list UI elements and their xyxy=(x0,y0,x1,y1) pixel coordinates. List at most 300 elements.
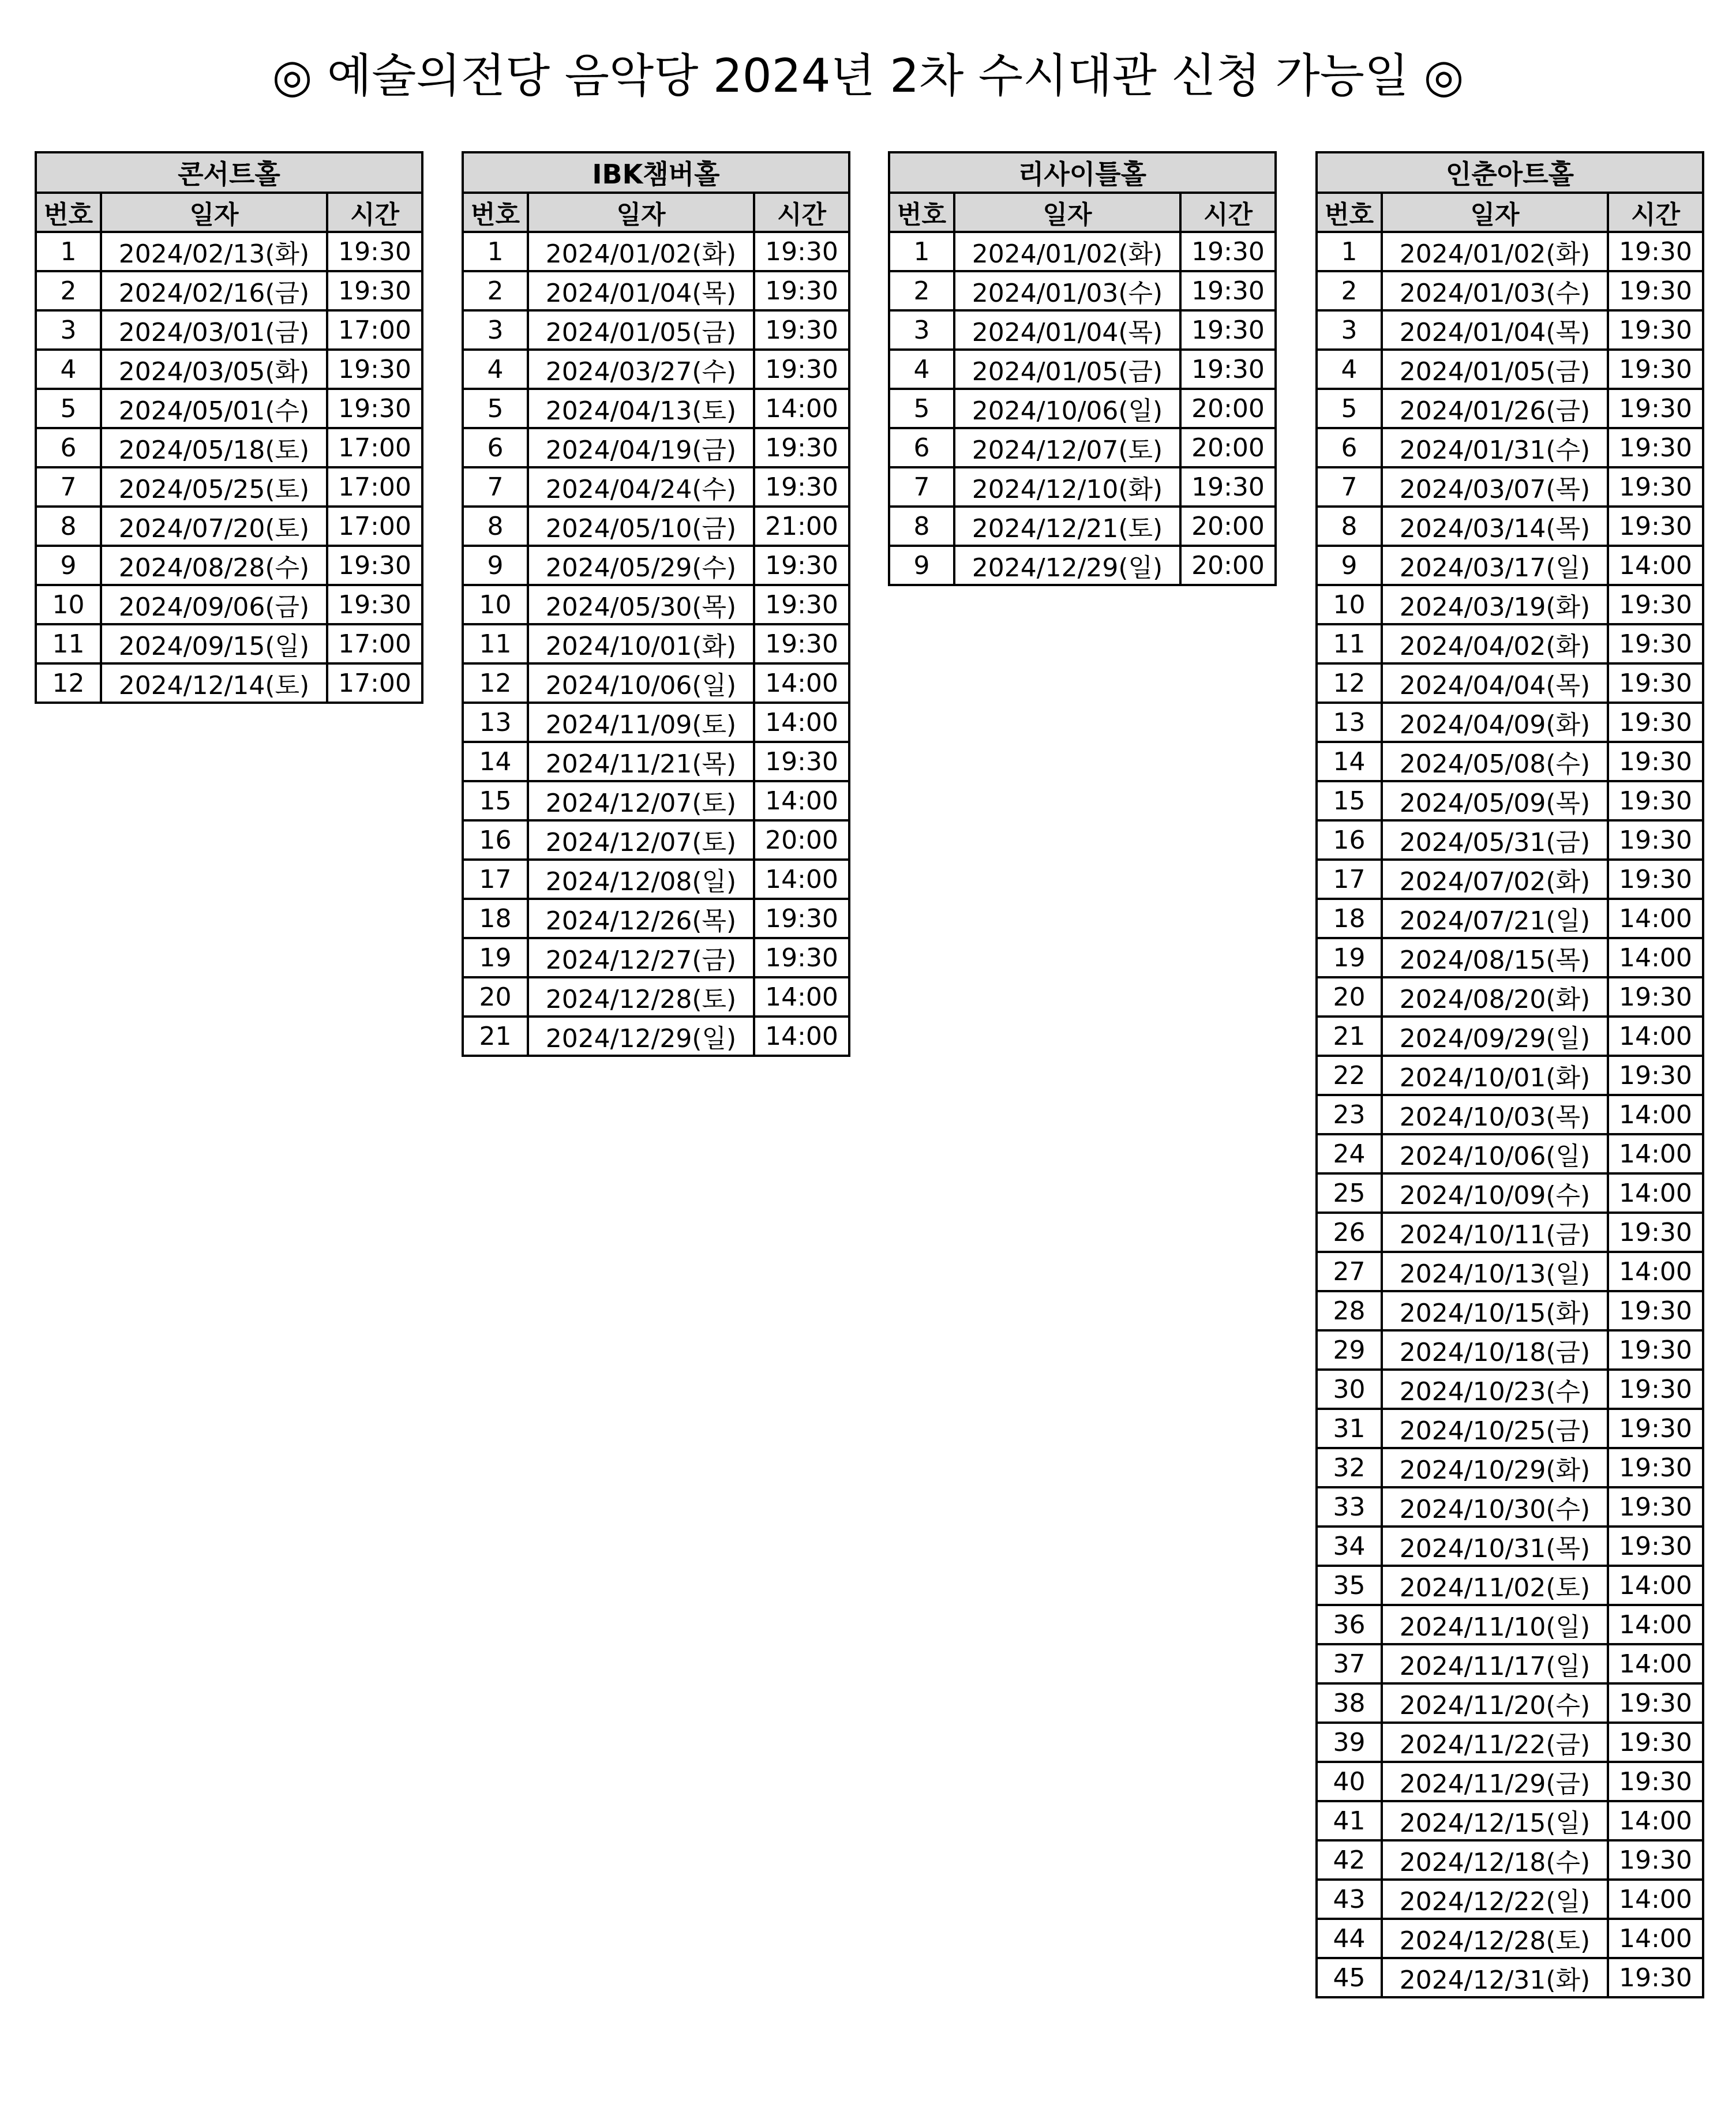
row-date: 2024/12/29(일) xyxy=(528,1017,754,1056)
row-time: 14:00 xyxy=(1608,1605,1703,1644)
table-row xyxy=(1317,1095,1703,1134)
row-date: 2024/12/08(일) xyxy=(528,860,754,899)
row-date: 2024/11/02(토) xyxy=(1382,1566,1608,1605)
row-date: 2024/01/02(화) xyxy=(1382,232,1608,271)
row-number: 10 xyxy=(36,585,101,624)
row-time: 19:30 xyxy=(1608,507,1703,546)
row-number: 9 xyxy=(1317,546,1382,585)
row-time: 19:30 xyxy=(754,899,849,938)
row-time: 19:30 xyxy=(327,232,422,271)
table-row xyxy=(463,781,849,820)
hall-name: 콘서트홀 xyxy=(36,152,422,193)
table-row xyxy=(463,389,849,428)
row-date: 2024/02/16(금) xyxy=(101,271,327,310)
row-date: 2024/10/25(금) xyxy=(1382,1409,1608,1448)
row-time: 19:30 xyxy=(1608,1958,1703,1997)
row-number: 21 xyxy=(1317,1017,1382,1056)
row-number: 42 xyxy=(1317,1840,1382,1880)
hall-name-row xyxy=(36,152,422,193)
row-time: 19:30 xyxy=(1608,467,1703,507)
table-row xyxy=(463,820,849,860)
row-time: 17:00 xyxy=(327,428,422,467)
row-date: 2024/11/20(수) xyxy=(1382,1683,1608,1723)
table-row xyxy=(1317,350,1703,389)
row-time: 19:30 xyxy=(1608,310,1703,350)
table-row xyxy=(1317,1958,1703,1997)
row-number: 29 xyxy=(1317,1330,1382,1370)
table-row xyxy=(1317,977,1703,1017)
row-number: 9 xyxy=(36,546,101,585)
table-row xyxy=(1317,1801,1703,1840)
row-number: 10 xyxy=(1317,585,1382,624)
row-time: 14:00 xyxy=(1608,1173,1703,1213)
row-time: 20:00 xyxy=(1180,389,1276,428)
table-row xyxy=(1317,1330,1703,1370)
row-time: 19:30 xyxy=(1608,350,1703,389)
table-row xyxy=(463,232,849,271)
column-header-time: 시간 xyxy=(327,193,422,232)
row-number: 1 xyxy=(1317,232,1382,271)
row-time: 14:00 xyxy=(754,977,849,1017)
table-row xyxy=(1317,1252,1703,1291)
hall-name: 인춘아트홀 xyxy=(1317,152,1703,193)
row-date: 2024/10/15(화) xyxy=(1382,1291,1608,1330)
row-number: 18 xyxy=(463,899,528,938)
row-time: 19:30 xyxy=(1608,232,1703,271)
row-number: 6 xyxy=(36,428,101,467)
row-number: 16 xyxy=(463,820,528,860)
row-number: 12 xyxy=(463,663,528,703)
row-number: 24 xyxy=(1317,1134,1382,1173)
table-row xyxy=(889,467,1276,507)
table-row xyxy=(1317,1566,1703,1605)
row-time: 14:00 xyxy=(1608,546,1703,585)
row-time: 19:30 xyxy=(1608,1370,1703,1409)
table-row xyxy=(1317,546,1703,585)
row-time: 19:30 xyxy=(1608,389,1703,428)
column-header-time: 시간 xyxy=(754,193,849,232)
row-date: 2024/01/02(화) xyxy=(954,232,1180,271)
row-number: 22 xyxy=(1317,1056,1382,1095)
row-date: 2024/11/21(목) xyxy=(528,742,754,781)
row-date: 2024/10/29(화) xyxy=(1382,1448,1608,1487)
table-row xyxy=(1317,271,1703,310)
table-row xyxy=(463,624,849,663)
row-number: 8 xyxy=(463,507,528,546)
row-number: 15 xyxy=(463,781,528,820)
column-header-date: 일자 xyxy=(528,193,754,232)
row-date: 2024/10/01(화) xyxy=(528,624,754,663)
row-date: 2024/01/05(금) xyxy=(1382,350,1608,389)
row-date: 2024/01/03(수) xyxy=(1382,271,1608,310)
row-time: 14:00 xyxy=(754,703,849,742)
row-number: 35 xyxy=(1317,1566,1382,1605)
row-number: 5 xyxy=(889,389,954,428)
row-date: 2024/12/15(일) xyxy=(1382,1801,1608,1840)
row-number: 21 xyxy=(463,1017,528,1056)
row-time: 19:30 xyxy=(754,742,849,781)
row-time: 19:30 xyxy=(1608,1762,1703,1801)
row-time: 17:00 xyxy=(327,467,422,507)
row-date: 2024/05/08(수) xyxy=(1382,742,1608,781)
row-number: 44 xyxy=(1317,1919,1382,1958)
row-number: 6 xyxy=(1317,428,1382,467)
table-row xyxy=(463,703,849,742)
row-time: 19:30 xyxy=(754,546,849,585)
table-row xyxy=(1317,1370,1703,1409)
row-time: 14:00 xyxy=(754,663,849,703)
table-row xyxy=(36,507,422,546)
column-header-number: 번호 xyxy=(889,193,954,232)
row-time: 14:00 xyxy=(1608,1095,1703,1134)
table-row xyxy=(36,467,422,507)
table-row xyxy=(1317,1409,1703,1448)
row-number: 3 xyxy=(889,310,954,350)
row-number: 32 xyxy=(1317,1448,1382,1487)
row-date: 2024/10/06(일) xyxy=(954,389,1180,428)
row-number: 1 xyxy=(889,232,954,271)
column-header-time: 시간 xyxy=(1180,193,1276,232)
table-row xyxy=(889,546,1276,585)
table-row xyxy=(1317,310,1703,350)
row-number: 9 xyxy=(889,546,954,585)
row-time: 19:30 xyxy=(754,467,849,507)
row-date: 2024/04/24(수) xyxy=(528,467,754,507)
row-number: 34 xyxy=(1317,1527,1382,1566)
row-date: 2024/05/29(수) xyxy=(528,546,754,585)
row-date: 2024/01/02(화) xyxy=(528,232,754,271)
row-time: 20:00 xyxy=(754,820,849,860)
row-date: 2024/01/31(수) xyxy=(1382,428,1608,467)
row-time: 21:00 xyxy=(754,507,849,546)
row-number: 4 xyxy=(889,350,954,389)
table-row xyxy=(889,350,1276,389)
row-time: 14:00 xyxy=(1608,1566,1703,1605)
hall-name: IBK챔버홀 xyxy=(463,152,849,193)
row-number: 20 xyxy=(463,977,528,1017)
column-header-row xyxy=(463,193,849,232)
row-date: 2024/10/13(일) xyxy=(1382,1252,1608,1291)
row-time: 19:30 xyxy=(1180,310,1276,350)
table-row xyxy=(36,663,422,703)
table-row xyxy=(463,310,849,350)
row-time: 19:30 xyxy=(754,310,849,350)
row-time: 17:00 xyxy=(327,507,422,546)
row-time: 19:30 xyxy=(1180,232,1276,271)
hall-table-inchun-art xyxy=(1315,151,1704,1998)
row-date: 2024/10/30(수) xyxy=(1382,1487,1608,1527)
row-date: 2024/12/07(토) xyxy=(954,428,1180,467)
row-number: 2 xyxy=(36,271,101,310)
row-time: 19:30 xyxy=(1608,1213,1703,1252)
row-date: 2024/08/15(목) xyxy=(1382,938,1608,977)
row-number: 31 xyxy=(1317,1409,1382,1448)
row-number: 7 xyxy=(463,467,528,507)
table-row xyxy=(463,271,849,310)
row-date: 2024/03/07(목) xyxy=(1382,467,1608,507)
row-number: 4 xyxy=(1317,350,1382,389)
row-number: 13 xyxy=(1317,703,1382,742)
table-row xyxy=(1317,1056,1703,1095)
row-date: 2024/11/22(금) xyxy=(1382,1723,1608,1762)
row-date: 2024/12/21(토) xyxy=(954,507,1180,546)
row-number: 3 xyxy=(463,310,528,350)
table-row xyxy=(463,742,849,781)
table-row xyxy=(1317,624,1703,663)
row-number: 33 xyxy=(1317,1487,1382,1527)
row-number: 14 xyxy=(1317,742,1382,781)
row-time: 19:30 xyxy=(754,938,849,977)
table-row xyxy=(463,546,849,585)
row-time: 19:30 xyxy=(1608,820,1703,860)
row-number: 7 xyxy=(889,467,954,507)
row-date: 2024/12/29(일) xyxy=(954,546,1180,585)
row-time: 19:30 xyxy=(754,428,849,467)
row-time: 19:30 xyxy=(754,271,849,310)
row-number: 3 xyxy=(36,310,101,350)
row-time: 19:30 xyxy=(1180,350,1276,389)
column-header-date: 일자 xyxy=(101,193,327,232)
row-number: 11 xyxy=(1317,624,1382,663)
row-date: 2024/01/26(금) xyxy=(1382,389,1608,428)
row-time: 14:00 xyxy=(754,1017,849,1056)
row-date: 2024/05/01(수) xyxy=(101,389,327,428)
column-header-date: 일자 xyxy=(954,193,1180,232)
row-date: 2024/01/04(목) xyxy=(528,271,754,310)
row-date: 2024/12/18(수) xyxy=(1382,1840,1608,1880)
table-row xyxy=(463,585,849,624)
row-time: 19:30 xyxy=(327,350,422,389)
row-time: 19:30 xyxy=(754,585,849,624)
table-row xyxy=(1317,467,1703,507)
table-row xyxy=(1317,389,1703,428)
row-date: 2024/10/09(수) xyxy=(1382,1173,1608,1213)
row-date: 2024/11/10(일) xyxy=(1382,1605,1608,1644)
table-row xyxy=(1317,820,1703,860)
row-date: 2024/09/06(금) xyxy=(101,585,327,624)
row-number: 18 xyxy=(1317,899,1382,938)
row-time: 14:00 xyxy=(1608,1252,1703,1291)
row-number: 4 xyxy=(463,350,528,389)
table-row xyxy=(1317,1017,1703,1056)
row-number: 41 xyxy=(1317,1801,1382,1840)
row-date: 2024/12/07(토) xyxy=(528,781,754,820)
table-row xyxy=(1317,742,1703,781)
row-number: 8 xyxy=(889,507,954,546)
row-time: 19:30 xyxy=(327,585,422,624)
column-header-row xyxy=(1317,193,1703,232)
row-date: 2024/08/20(화) xyxy=(1382,977,1608,1017)
row-number: 17 xyxy=(463,860,528,899)
table-row xyxy=(36,546,422,585)
row-number: 17 xyxy=(1317,860,1382,899)
row-time: 14:00 xyxy=(1608,1880,1703,1919)
row-date: 2024/04/19(금) xyxy=(528,428,754,467)
row-date: 2024/03/01(금) xyxy=(101,310,327,350)
row-number: 10 xyxy=(463,585,528,624)
row-date: 2024/08/28(수) xyxy=(101,546,327,585)
row-time: 19:30 xyxy=(1608,1409,1703,1448)
table-row xyxy=(1317,1840,1703,1880)
row-date: 2024/04/09(화) xyxy=(1382,703,1608,742)
row-date: 2024/11/29(금) xyxy=(1382,1762,1608,1801)
row-date: 2024/12/22(일) xyxy=(1382,1880,1608,1919)
table-row xyxy=(1317,1605,1703,1644)
table-row xyxy=(36,232,422,271)
table-row xyxy=(463,507,849,546)
row-number: 26 xyxy=(1317,1213,1382,1252)
row-date: 2024/12/27(금) xyxy=(528,938,754,977)
table-row xyxy=(1317,428,1703,467)
row-time: 19:30 xyxy=(1608,977,1703,1017)
row-date: 2024/05/25(토) xyxy=(101,467,327,507)
row-number: 1 xyxy=(36,232,101,271)
row-time: 14:00 xyxy=(1608,1801,1703,1840)
row-number: 45 xyxy=(1317,1958,1382,1997)
column-header-number: 번호 xyxy=(36,193,101,232)
row-time: 14:00 xyxy=(754,860,849,899)
table-row xyxy=(1317,781,1703,820)
row-number: 30 xyxy=(1317,1370,1382,1409)
row-time: 20:00 xyxy=(1180,428,1276,467)
row-time: 19:30 xyxy=(1608,1527,1703,1566)
row-time: 19:30 xyxy=(754,232,849,271)
row-number: 2 xyxy=(889,271,954,310)
row-date: 2024/05/18(토) xyxy=(101,428,327,467)
row-time: 19:30 xyxy=(1608,624,1703,663)
table-row xyxy=(1317,1919,1703,1958)
row-time: 14:00 xyxy=(1608,1017,1703,1056)
row-date: 2024/01/04(목) xyxy=(954,310,1180,350)
row-date: 2024/04/04(목) xyxy=(1382,663,1608,703)
hall-table-concert xyxy=(35,151,423,704)
row-date: 2024/10/31(목) xyxy=(1382,1527,1608,1566)
row-time: 19:30 xyxy=(754,624,849,663)
table-row xyxy=(1317,899,1703,938)
row-number: 37 xyxy=(1317,1644,1382,1683)
column-header-row xyxy=(36,193,422,232)
row-date: 2024/10/03(목) xyxy=(1382,1095,1608,1134)
hall-name-row xyxy=(889,152,1276,193)
row-time: 14:00 xyxy=(754,389,849,428)
row-date: 2024/07/20(토) xyxy=(101,507,327,546)
column-header-date: 일자 xyxy=(1382,193,1608,232)
row-number: 39 xyxy=(1317,1723,1382,1762)
row-time: 19:30 xyxy=(1608,1056,1703,1095)
table-row xyxy=(36,271,422,310)
table-row xyxy=(1317,860,1703,899)
row-number: 5 xyxy=(36,389,101,428)
row-number: 2 xyxy=(463,271,528,310)
row-number: 25 xyxy=(1317,1173,1382,1213)
row-number: 2 xyxy=(1317,271,1382,310)
row-number: 8 xyxy=(36,507,101,546)
table-row xyxy=(1317,1683,1703,1723)
table-row xyxy=(889,428,1276,467)
table-row xyxy=(1317,1880,1703,1919)
row-number: 11 xyxy=(463,624,528,663)
table-row xyxy=(463,899,849,938)
table-row xyxy=(463,938,849,977)
row-time: 17:00 xyxy=(327,310,422,350)
table-row xyxy=(463,467,849,507)
table-row xyxy=(36,389,422,428)
row-number: 12 xyxy=(1317,663,1382,703)
row-time: 19:30 xyxy=(1608,428,1703,467)
table-row xyxy=(463,663,849,703)
row-date: 2024/10/01(화) xyxy=(1382,1056,1608,1095)
row-number: 20 xyxy=(1317,977,1382,1017)
row-number: 7 xyxy=(1317,467,1382,507)
row-number: 3 xyxy=(1317,310,1382,350)
table-row xyxy=(463,977,849,1017)
row-date: 2024/10/06(일) xyxy=(1382,1134,1608,1173)
row-number: 8 xyxy=(1317,507,1382,546)
row-date: 2024/04/13(토) xyxy=(528,389,754,428)
row-time: 19:30 xyxy=(1608,860,1703,899)
row-time: 19:30 xyxy=(1608,1330,1703,1370)
row-date: 2024/12/10(화) xyxy=(954,467,1180,507)
table-row xyxy=(1317,703,1703,742)
row-time: 19:30 xyxy=(1180,271,1276,310)
row-date: 2024/12/28(토) xyxy=(528,977,754,1017)
table-row xyxy=(1317,1487,1703,1527)
row-number: 23 xyxy=(1317,1095,1382,1134)
row-time: 20:00 xyxy=(1180,546,1276,585)
row-date: 2024/12/26(목) xyxy=(528,899,754,938)
row-date: 2024/10/18(금) xyxy=(1382,1330,1608,1370)
table-row xyxy=(1317,1173,1703,1213)
row-date: 2024/05/30(목) xyxy=(528,585,754,624)
row-number: 40 xyxy=(1317,1762,1382,1801)
row-time: 19:30 xyxy=(1608,1487,1703,1527)
row-date: 2024/03/19(화) xyxy=(1382,585,1608,624)
row-time: 19:30 xyxy=(327,271,422,310)
row-number: 36 xyxy=(1317,1605,1382,1644)
hall-name-row xyxy=(1317,152,1703,193)
hall-table-ibk-chamber xyxy=(462,151,850,1057)
row-time: 19:30 xyxy=(1180,467,1276,507)
table-row xyxy=(36,624,422,663)
row-number: 38 xyxy=(1317,1683,1382,1723)
row-date: 2024/11/17(일) xyxy=(1382,1644,1608,1683)
table-row xyxy=(889,232,1276,271)
row-time: 17:00 xyxy=(327,663,422,703)
table-row xyxy=(463,428,849,467)
column-header-number: 번호 xyxy=(1317,193,1382,232)
row-time: 19:30 xyxy=(1608,585,1703,624)
column-header-row xyxy=(889,193,1276,232)
row-number: 19 xyxy=(1317,938,1382,977)
row-date: 2024/05/09(목) xyxy=(1382,781,1608,820)
table-row xyxy=(36,310,422,350)
row-date: 2024/03/14(목) xyxy=(1382,507,1608,546)
row-number: 13 xyxy=(463,703,528,742)
row-date: 2024/01/03(수) xyxy=(954,271,1180,310)
row-number: 1 xyxy=(463,232,528,271)
row-date: 2024/07/21(일) xyxy=(1382,899,1608,938)
row-time: 17:00 xyxy=(327,624,422,663)
row-time: 19:30 xyxy=(1608,1291,1703,1330)
table-row xyxy=(1317,1762,1703,1801)
row-number: 43 xyxy=(1317,1880,1382,1919)
table-row xyxy=(889,310,1276,350)
row-number: 12 xyxy=(36,663,101,703)
row-time: 14:00 xyxy=(754,781,849,820)
table-row xyxy=(889,507,1276,546)
table-row xyxy=(1317,1134,1703,1173)
row-time: 19:30 xyxy=(327,389,422,428)
